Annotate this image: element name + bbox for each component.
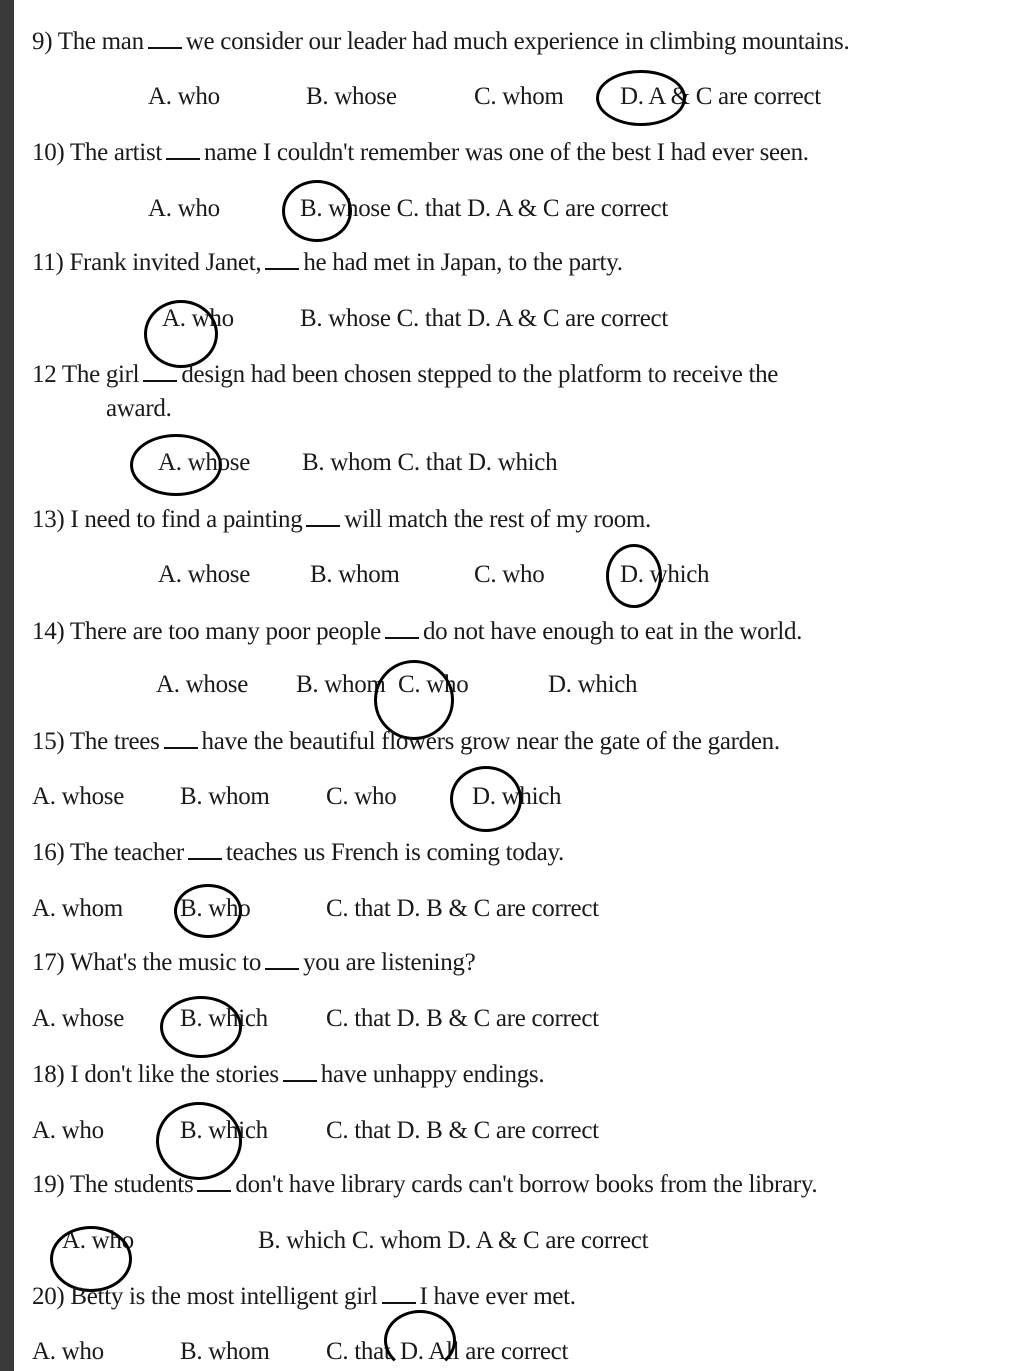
question-10 bbox=[32, 138, 809, 168]
q9-option-b: B. whose bbox=[306, 83, 397, 110]
q9-blank bbox=[148, 29, 182, 49]
q16-blank bbox=[188, 840, 222, 860]
q17-option-b: B. which bbox=[180, 1005, 268, 1032]
q13-option-d: D. which bbox=[620, 561, 710, 588]
q19-blank bbox=[197, 1172, 231, 1192]
q11-option-a: A. who bbox=[162, 305, 234, 332]
question-15 bbox=[32, 727, 780, 757]
q15-stem-end: have the beautiful flowers grow near the gate of the garden. bbox=[201, 728, 780, 755]
q20-option-c: C. that bbox=[326, 1338, 391, 1365]
q10-stem-start: 10) The artist bbox=[32, 139, 163, 166]
q12-stem-end: design had been chosen stepped to the platform to receive the bbox=[181, 361, 779, 388]
q14-option-a: A. whose bbox=[156, 671, 249, 698]
q17-option-rest: C. that D. B & C are correct bbox=[326, 1005, 599, 1032]
q10-option-rest: B. whose C. that D. A & C are correct bbox=[300, 195, 668, 222]
q19-stem-end: don't have library cards can't borrow books from the library. bbox=[235, 1171, 818, 1198]
q20-stem-start: 20) Betty is the most intelligent girl bbox=[32, 1283, 378, 1310]
q18-option-a: A. who bbox=[32, 1117, 104, 1144]
question-17 bbox=[32, 948, 475, 978]
q14-option-b: B. whom bbox=[296, 671, 386, 698]
q12-option-a: A. whose bbox=[158, 449, 251, 476]
question-12 bbox=[32, 360, 778, 390]
q9-stem-start: 9) The man bbox=[32, 28, 144, 55]
q14-stem-start: 14) There are too many poor people bbox=[32, 618, 381, 645]
page-left-border bbox=[0, 0, 14, 1371]
q16-option-a: A. whom bbox=[32, 895, 123, 922]
q19-option-a: A. who bbox=[62, 1227, 134, 1254]
question-16 bbox=[32, 838, 564, 868]
q17-option-a: A. whose bbox=[32, 1005, 125, 1032]
question-9 bbox=[32, 27, 849, 57]
q11-stem-start: 11) Frank invited Janet, bbox=[32, 249, 262, 276]
q20-option-b: B. whom bbox=[180, 1338, 270, 1365]
q9-option-c: C. whom bbox=[474, 83, 564, 110]
q14-stem-end: do not have enough to eat in the world. bbox=[422, 618, 803, 645]
q13-stem-end: will match the rest of my room. bbox=[344, 506, 651, 533]
q15-option-c: C. who bbox=[326, 783, 397, 810]
question-18 bbox=[32, 1060, 544, 1090]
q14-option-d: D. which bbox=[548, 671, 638, 698]
q10-stem-end: name I couldn't remember was one of the best I had ever seen. bbox=[204, 139, 809, 166]
q12-option-rest: B. whom C. that D. which bbox=[302, 449, 558, 476]
q19-option-rest: B. which C. whom D. A & C are correct bbox=[258, 1227, 649, 1254]
question-14 bbox=[32, 617, 802, 647]
q16-option-b: B. who bbox=[180, 895, 251, 922]
q13-option-c: C. who bbox=[474, 561, 545, 588]
q15-option-d: D. which bbox=[472, 783, 562, 810]
q11-blank bbox=[265, 250, 299, 270]
question-20 bbox=[32, 1282, 576, 1312]
q13-stem-start: 13) I need to find a painting bbox=[32, 506, 303, 533]
q13-blank bbox=[306, 507, 340, 527]
q19-stem-start: 19) The students bbox=[32, 1171, 194, 1198]
q12-stem-start: 12 The girl bbox=[32, 361, 140, 388]
q18-stem-end: have unhappy endings. bbox=[320, 1061, 545, 1088]
q20-option-d: D. All are correct bbox=[400, 1338, 569, 1365]
q11-stem-end: he had met in Japan, to the party. bbox=[303, 249, 623, 276]
question-13 bbox=[32, 505, 651, 535]
q18-blank bbox=[283, 1062, 317, 1082]
q15-blank bbox=[164, 729, 198, 749]
q10-blank bbox=[166, 140, 200, 160]
q9-option-d: D. A & C are correct bbox=[620, 83, 821, 110]
q20-blank bbox=[382, 1284, 416, 1304]
q15-stem-start: 15) The trees bbox=[32, 728, 160, 755]
q12-blank bbox=[143, 362, 177, 382]
q20-option-a: A. who bbox=[32, 1338, 104, 1365]
q17-blank bbox=[265, 950, 299, 970]
q14-option-c: C. who bbox=[398, 671, 469, 698]
q10-option-a: A. who bbox=[148, 195, 220, 222]
q18-option-rest: C. that D. B & C are correct bbox=[326, 1117, 599, 1144]
q16-stem-end: teaches us French is coming today. bbox=[225, 839, 564, 866]
q15-option-a: A. whose bbox=[32, 783, 125, 810]
q9-stem-end: we consider our leader had much experience in climbing mountains. bbox=[185, 28, 850, 55]
q18-stem-start: 18) I don't like the stories bbox=[32, 1061, 279, 1088]
question-11 bbox=[32, 248, 623, 278]
q11-option-rest: B. whose C. that D. A & C are correct bbox=[300, 305, 668, 332]
q17-stem-end: you are listening? bbox=[303, 949, 476, 976]
q13-option-b: B. whom bbox=[310, 561, 400, 588]
question-19 bbox=[32, 1170, 817, 1200]
q16-option-rest: C. that D. B & C are correct bbox=[326, 895, 599, 922]
q18-option-b: B. which bbox=[180, 1117, 268, 1144]
q12-stem-continuation: award. bbox=[106, 395, 172, 422]
worksheet bbox=[14, 0, 1024, 1371]
q9-option-a: A. who bbox=[148, 83, 220, 110]
q20-stem-end: I have ever met. bbox=[419, 1283, 576, 1310]
q15-option-b: B. whom bbox=[180, 783, 270, 810]
q17-stem-start: 17) What's the music to bbox=[32, 949, 262, 976]
q13-option-a: A. whose bbox=[158, 561, 251, 588]
q16-stem-start: 16) The teacher bbox=[32, 839, 184, 866]
q14-blank bbox=[385, 619, 419, 639]
